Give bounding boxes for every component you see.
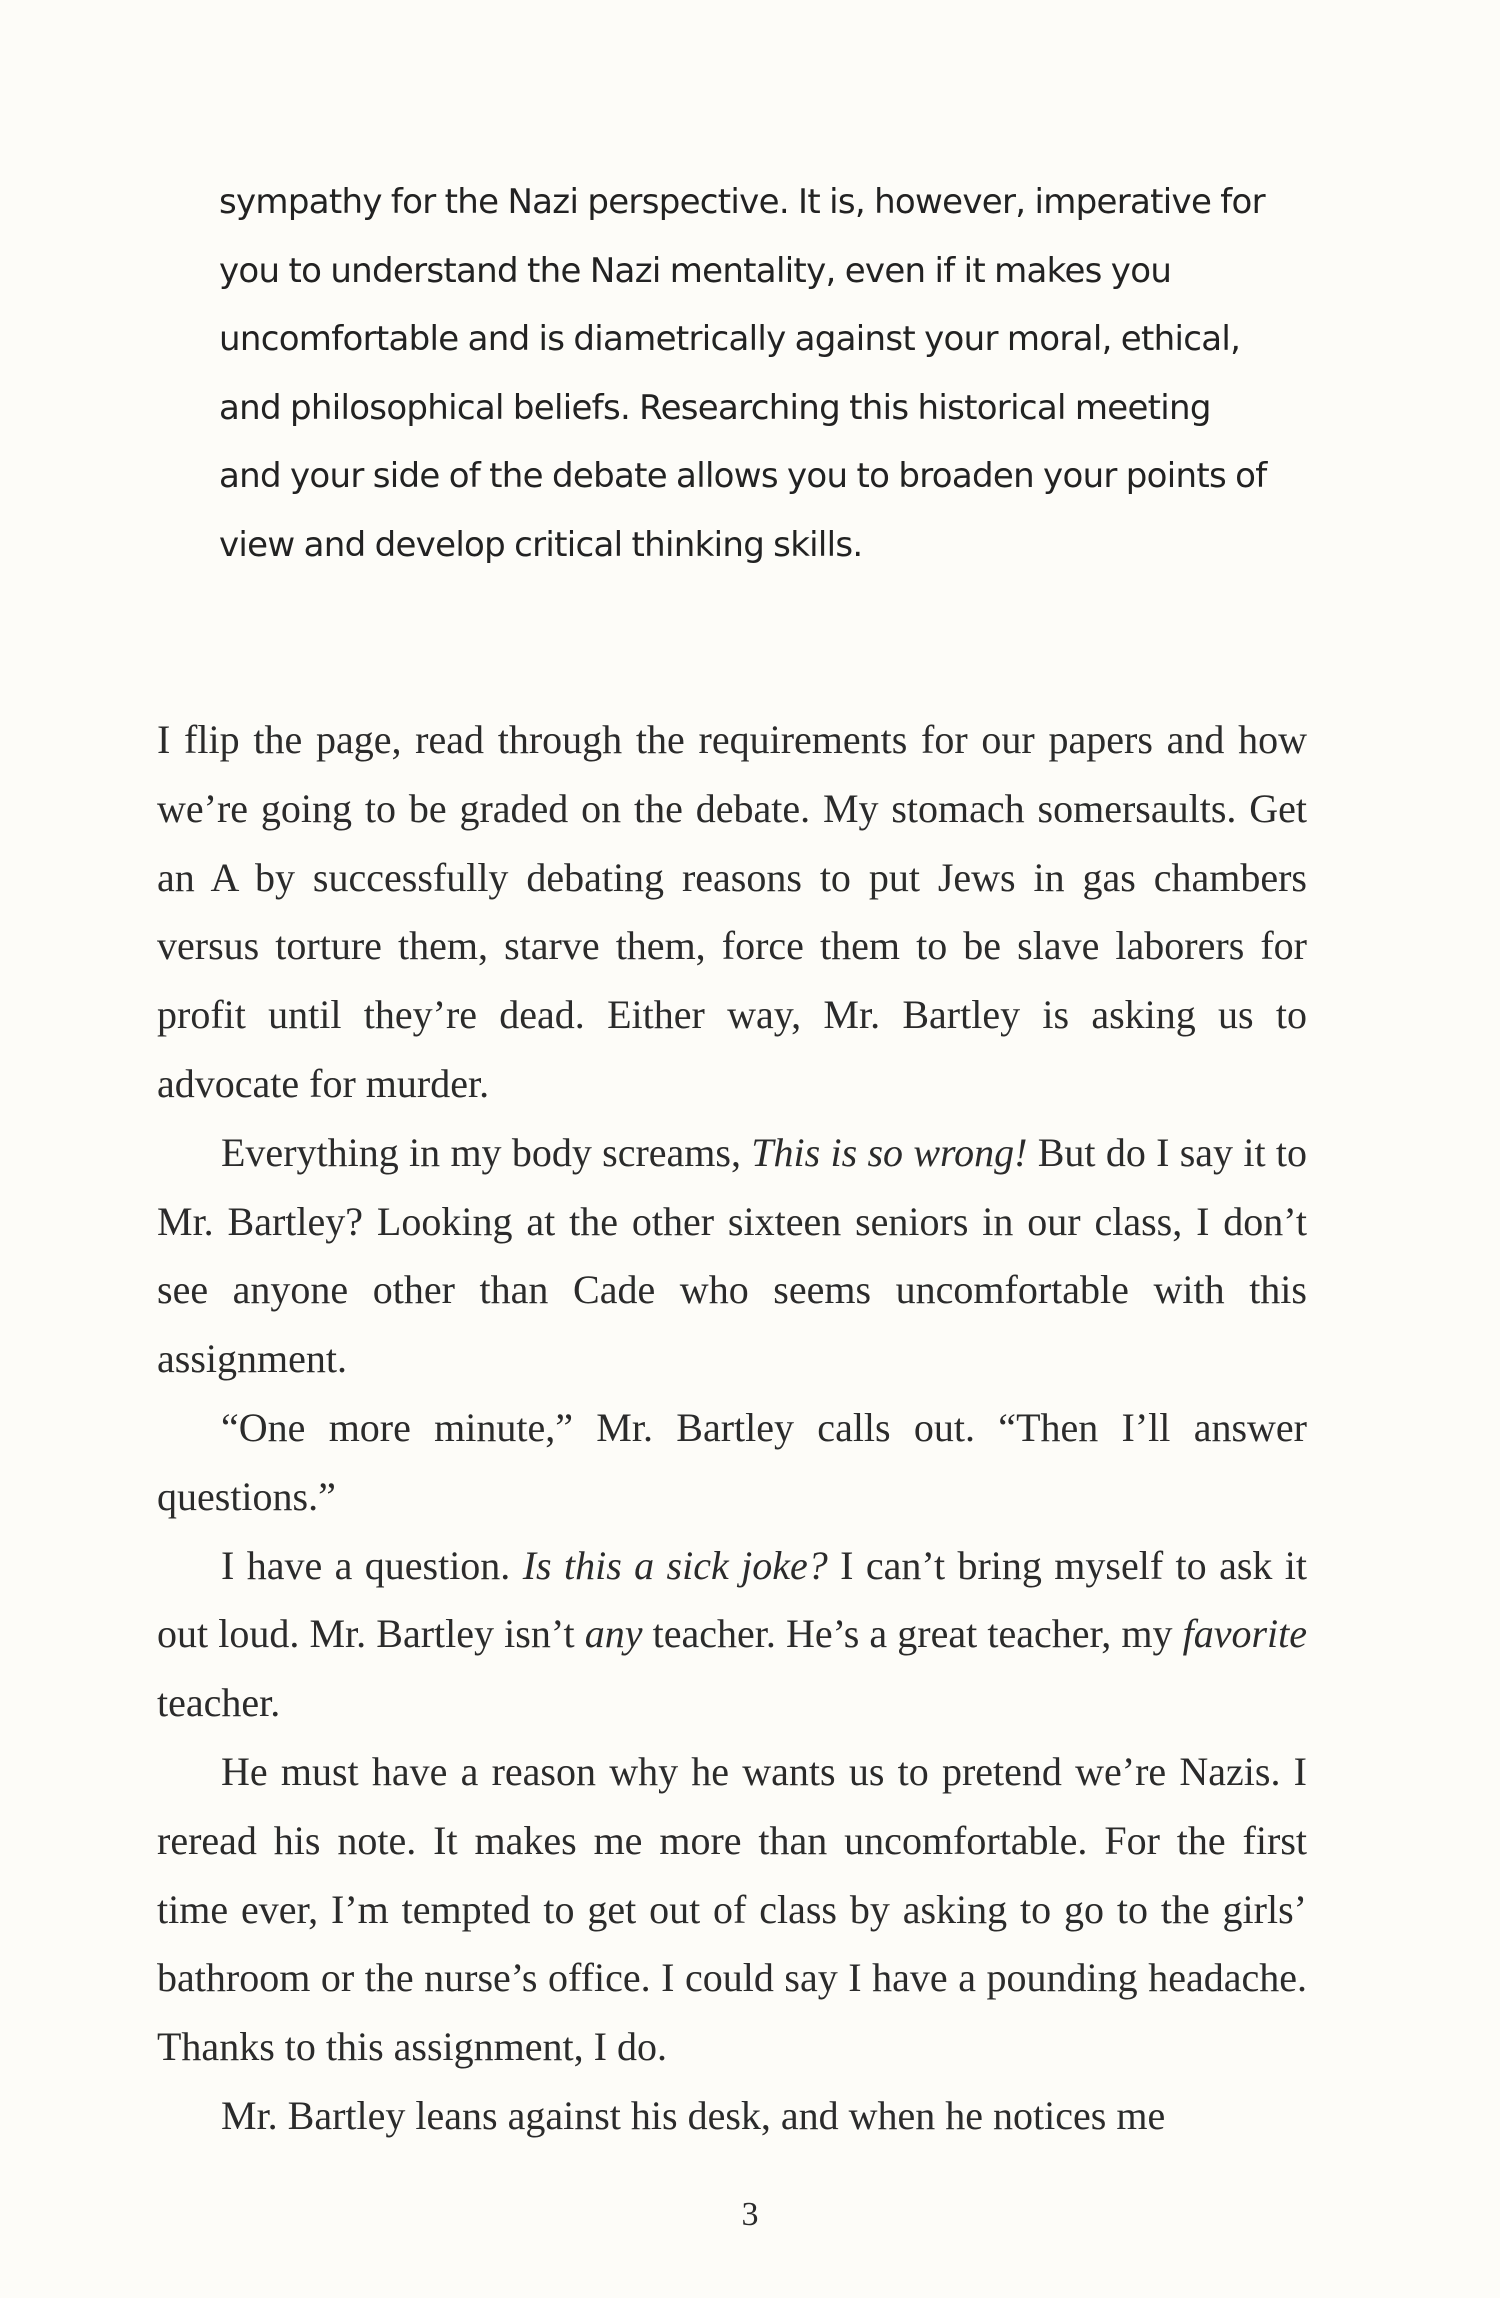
paragraph-text: Mr. Bartley leans against his desk, and when he notices me <box>221 2092 1166 2138</box>
paragraph-text: But do I say it to Mr. Bartley? Looking at the other sixteen seniors in our class, I don’t see anyone other than Cade who seems uncomfortable with this assignment. <box>157 1129 1307 1382</box>
paragraph <box>157 1119 1307 1394</box>
narrative-text <box>157 706 1307 2151</box>
italic-emphasis: Is this a sick joke? <box>522 1542 828 1588</box>
paragraph-text: I flip the page, read through the requirements for our papers and how we’re going to be graded on the debate. My stomach somersaults. Get an A by successfully debating reasons to put Jews in gas chambers versus torture them, starve them, force them to be slave laborers for profit until they’re dead. Either way, Mr. Bartley is asking us to advocate for murder. <box>157 717 1307 1106</box>
paragraph <box>157 1532 1307 1738</box>
paragraph-text: He must have a reason why he wants us to pretend we’re Nazis. I reread his note. It makes me more than uncomfortable. For the first time ever, I’m tempted to get out of class by asking to go to the girls’ bathroom or the nurse’s office. I could say I have a pounding headache. Thanks to this assignment, I do. <box>157 1748 1307 2070</box>
paragraph <box>157 1738 1307 2082</box>
italic-emphasis: any <box>584 1611 643 1657</box>
paragraph-text: teacher. He’s a great teacher, my <box>642 1611 1183 1657</box>
paragraph-text: I can’t bring myself to ask it out loud. Mr. Bartley isn’t <box>157 1542 1307 1657</box>
italic-emphasis: This is so wrong! <box>751 1129 1028 1175</box>
italic-emphasis: favorite <box>1182 1611 1308 1657</box>
paragraph <box>157 2082 1307 2151</box>
teacher-note-excerpt: sympathy for the Nazi perspective. It is, however, imperative for you to understand the Nazi mentality, even if it makes you uncomfortable and is diametrically against your moral, ethical, and philosophical beliefs. Researching this historical meeting and your side of the debate allows you to broaden your points of view and develop critical thinking skills. <box>219 182 1267 565</box>
paragraph-text: teacher. <box>157 1680 281 1726</box>
paragraph-text: “One more minute,” Mr. Bartley calls out. “Then I’ll answer questions.” <box>157 1404 1307 1519</box>
paragraph <box>157 1394 1307 1532</box>
paragraph-text: I have a question. <box>221 1542 523 1588</box>
page-number: 3 <box>741 2196 759 2233</box>
paragraph-text: Everything in my body screams, <box>221 1129 752 1175</box>
paragraph <box>157 706 1307 1119</box>
